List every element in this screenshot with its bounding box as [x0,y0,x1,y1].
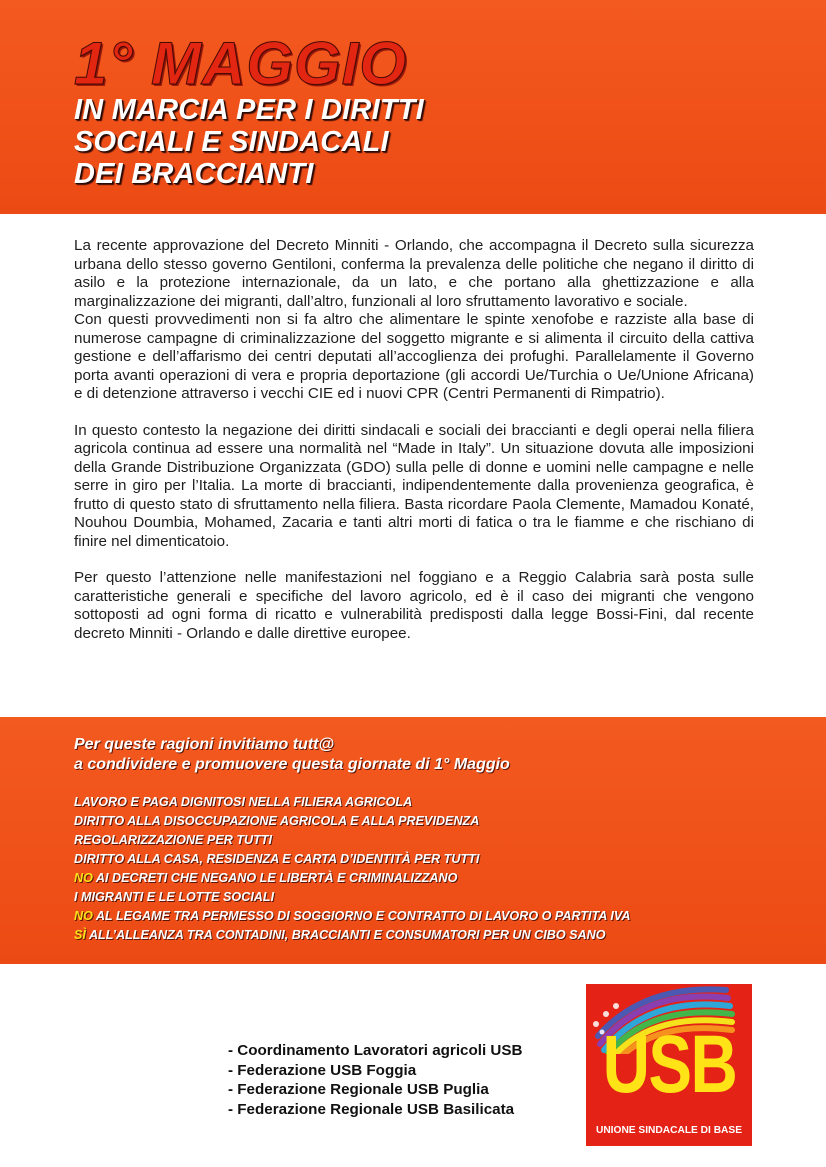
demand-text: ALL’ALLEANZA TRA CONTADINI, BRACCIANTI E CONSUMATORI PER UN CIBO SANO [85,928,606,942]
paragraph-4: Per questo l’attenzione nelle manifestazioni nel foggiano e a Reggio Calabria sarà posta sulle caratteristiche generali e specifiche del lavoro agricolo, ed è il caso dei migranti che vengono sottoposti ad ogni forma di ricatto e vulnerabilità predisposti dalla legge Bossi-Fini, dal recente decreto Minniti - Orlando e dalle direttive europee. [74,569,754,642]
demand-item [74,850,774,869]
logo-subtitle: UNIONE SINDACALE DI BASE [595,1125,743,1136]
demand-text: AL LEGAME TRA PERMESSO DI SOGGIORNO E CONTRATTO DI LAVORO O PARTITA IVA [92,909,631,923]
demand-item [74,793,774,812]
paragraph-3: In questo contesto la negazione dei diritti sindacali e sociali dei braccianti e degli operai nella filiera agricola continua ad essere una normalità nel “Made in Italy”. Un situazione dovuta alle imposizioni della Grande Distribuzione Organizzata (GDO) sulla pelle di donne e uomini nelle campagne e nelle serre in giro per l’Italia. La morte di braccianti, indipendentemente dalla provenienza geografica, è frutto di questo stato di sfruttamento nella filiera. Basta ricordare Paola Clemente, Mamadou Konaté, Nouhou Doumbia, Mohamed, Zacaria e tanti altri morti di fatica o tra le fiamme e che rischiano di finire nel dimenticatoio. [74,421,754,550]
demand-item [74,812,774,831]
signatory-item: - Coordinamento Lavoratori agricoli USB [228,1042,523,1059]
demand-item [74,926,774,945]
signatory-item: - Federazione Regionale USB Puglia [228,1081,489,1098]
demand-text: DIRITTO ALLA DISOCCUPAZIONE AGRICOLA E ALLA PREVIDENZA [74,814,480,828]
demand-text: LAVORO E PAGA DIGNITOSI NELLA FILIERA AGRICOLA [74,795,413,809]
demands-list [74,793,774,945]
paragraph-1: La recente approvazione del Decreto Minniti - Orlando, che accompagna il Decreto sulla sicurezza urbana dello stesso governo Gentiloni, conferma la prevalenza delle politiche che negano il diritto di asilo e la protezione internazionale, da un lato, e che portano alla ghettizzazione e alla marginalizzazione dei migranti, dall’altro, funzionali al loro sfruttamento lavorativo e sociale. [74,237,754,310]
paragraph-2: Con questi provvedimenti non si fa altro che alimentare le spinte xenofobe e razziste alla base di numerose campagne di criminalizzazione del soggetto migrante e si alimenta il circuito della cattiva gestione e dell’affarismo dei centri deputati all’accoglienza dei profughi. Parallelamente il Governo porta avanti operazioni di vera e propria deportazione (gli accordi Ue/Turchia o Ue/Unione Africana) e di detenzione attraverso i vecchi CIE ed i nuovi CPR (Centri Permanenti di Rimpatrio). [74,311,754,402]
body-text [74,237,754,643]
header-banner [0,0,826,214]
demand-keyword: NO [74,909,93,923]
logo-letters: USB [602,1019,737,1110]
invitation-line-2: a condividere e promuovere questa giornate di 1° Maggio [74,756,510,773]
signatory-item: - Federazione USB Foggia [228,1061,417,1079]
usb-logo [586,984,752,1146]
subtitle-line-3: DEI BRACCIANTI [74,158,314,190]
demand-text: REGOLARIZZAZIONE PER TUTTI [74,833,272,847]
demand-item [74,907,774,926]
subtitle-line-1: IN MARCIA PER I DIRITTI [74,94,424,126]
invitation-line-1: Per queste ragioni invitiamo tutt@ [74,736,335,753]
demand-keyword: SÌ [74,928,86,942]
demand-text: DIRITTO ALLA CASA, RESIDENZA E CARTA D’IDENTITÀ PER TUTTI [74,852,480,866]
demand-keyword: NO [74,871,93,885]
demand-item [74,888,774,907]
demand-item [74,831,774,850]
demand-text: I MIGRANTI E LE LOTTE SOCIALI [74,890,275,904]
signatories-list [228,1041,523,1119]
demand-item [74,869,774,888]
page-title: 1° MAGGIO [74,30,408,97]
demand-text: AI DECRETI CHE NEGANO LE LIBERTÀ E CRIMINALIZZANO [92,871,458,885]
subtitle-line-2: SOCIALI E SINDACALI [74,126,389,158]
signatory-item: - Federazione Regionale USB Basilicata [228,1100,515,1118]
